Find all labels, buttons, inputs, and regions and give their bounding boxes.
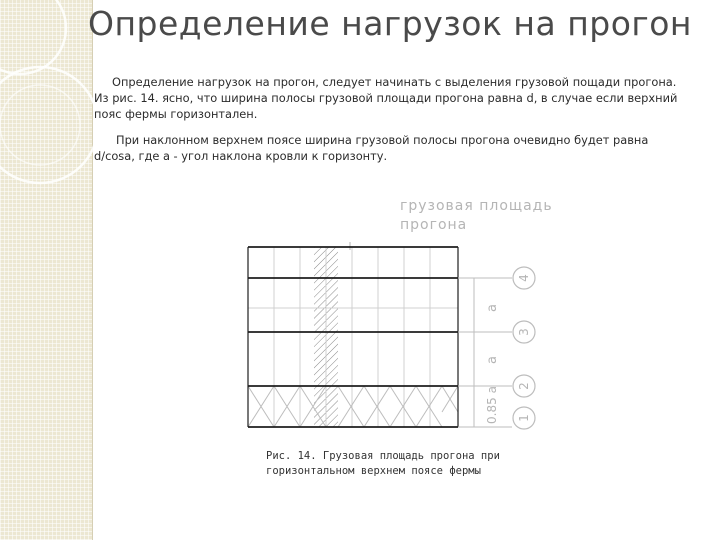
marker-circles	[513, 267, 535, 429]
marker-2: 2	[517, 382, 531, 390]
paragraph-inclined-chord: При наклонном верхнем поясе ширина грузовой полосы прогона очевидно будет равна d/cosa, где a - угол наклона кровли к горизонту.	[94, 133, 649, 163]
bracing-crosses	[248, 386, 458, 427]
grid-lines	[248, 247, 458, 427]
slide-title: Определение нагрузок на прогон	[88, 4, 693, 43]
area-label	[350, 198, 553, 250]
marker-3: 3	[517, 328, 531, 336]
caption-line-1: Рис. 14. Грузовая площадь прогона при	[266, 450, 500, 462]
dimension-label-top: a	[485, 304, 500, 312]
figure-load-area-diagram	[230, 190, 570, 445]
purlin-lines	[248, 247, 458, 427]
dimension-label-middle: a	[485, 356, 500, 364]
area-label-line1: грузовая площадь	[400, 198, 553, 214]
caption-line-2: горизонтальном верхнем поясе фермы	[266, 465, 481, 477]
area-label-line2: прогона	[400, 217, 468, 233]
dimension-label-bottom: 0.85 a	[485, 386, 499, 424]
paragraph-load-area: Определение нагрузок на прогон, следует начинать с выделения грузовой пощади прогона. Из рис. 14. ясно, что ширина полосы грузовой площади прогона равна d, в случае если верхний пояс фермы горизонтален.	[94, 75, 678, 121]
marker-4: 4	[517, 274, 531, 282]
frame-sides	[248, 247, 458, 427]
figure-caption	[266, 449, 500, 479]
marker-1: 1	[517, 414, 531, 422]
